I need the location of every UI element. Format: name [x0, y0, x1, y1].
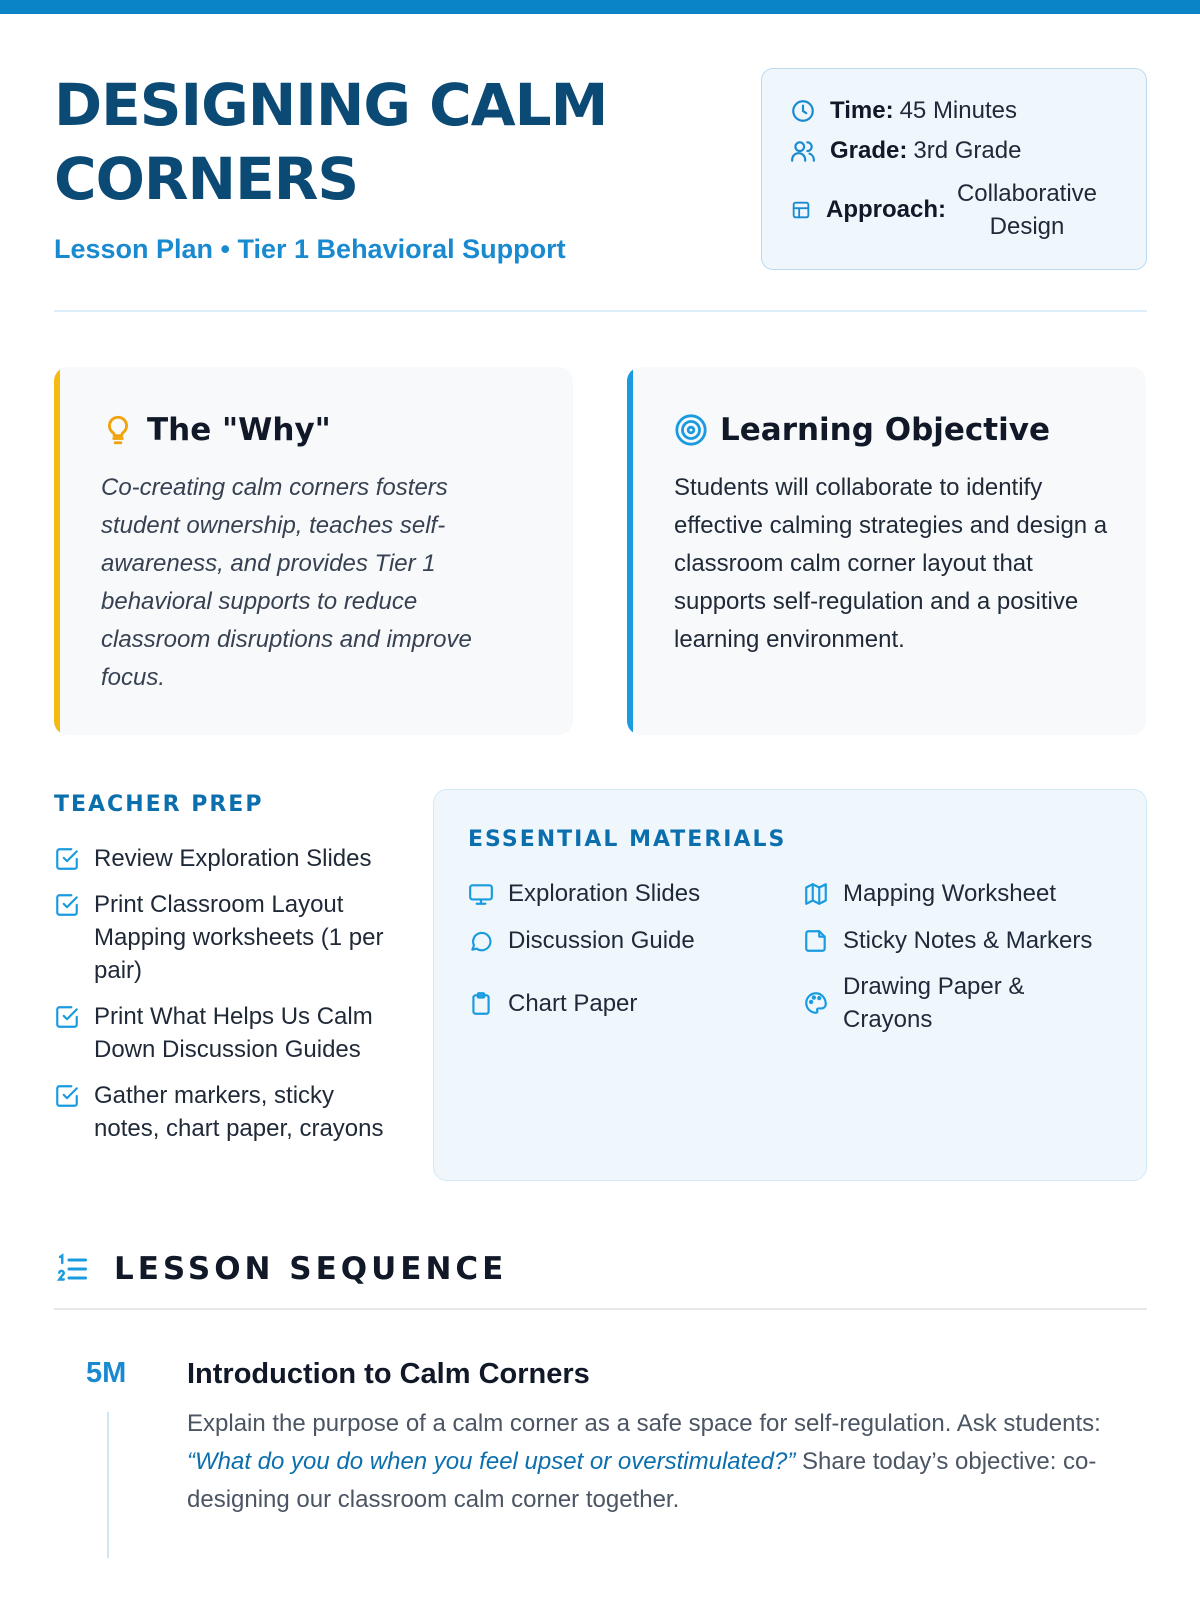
info-grade — [790, 137, 1021, 165]
objective-text: Students will collaborate to identify effective calming strategies and design a classroom calm corner layout that supports self-regulation and a positive learning environment. — [674, 474, 1108, 653]
step-text-after: Share today’s objective: co-designing our classroom calm corner together. — [187, 1448, 1097, 1513]
prep-item — [54, 1000, 394, 1066]
material-item — [803, 877, 1056, 910]
prep-item — [54, 1079, 394, 1145]
map-icon — [803, 881, 829, 907]
teacher-prep-title: TEACHER PREP — [54, 792, 264, 817]
teacher-prep-list — [54, 842, 394, 1158]
info-time — [790, 97, 1017, 125]
chat-bubble-icon — [468, 928, 494, 954]
prep-item — [54, 842, 394, 875]
lesson-sequence-header — [54, 1251, 507, 1287]
material-label: Sticky Notes & Markers — [843, 927, 1093, 954]
target-icon — [674, 413, 708, 447]
material-label: Discussion Guide — [508, 927, 695, 954]
info-grade-label: Grade: — [830, 137, 908, 164]
info-approach-value: Collaborative Design — [956, 180, 1098, 240]
sequence-divider — [54, 1308, 1147, 1310]
material-label: Mapping Worksheet — [843, 880, 1056, 907]
objective-accent-bar — [627, 367, 633, 735]
objective-title: Learning Objective — [720, 412, 1050, 448]
material-item — [468, 877, 700, 910]
prep-item-label: Print What Helps Us Calm Down Discussion Guides — [94, 1003, 373, 1063]
prep-item-label: Print Classroom Layout Mapping worksheets (1 per pair) — [94, 891, 384, 984]
monitor-icon — [468, 881, 494, 907]
checkbox-checked-icon — [54, 892, 80, 918]
why-card — [54, 367, 573, 735]
why-title: The "Why" — [147, 412, 331, 448]
step-quote: “What do you do when you feel upset or overstimulated?” — [187, 1448, 796, 1475]
numbered-list-icon — [54, 1251, 90, 1287]
checkbox-checked-icon — [54, 1004, 80, 1030]
top-accent-bar — [0, 0, 1200, 14]
info-grade-value: 3rd Grade — [913, 137, 1022, 164]
materials-panel — [433, 789, 1147, 1181]
lightbulb-icon — [101, 413, 135, 447]
lesson-info-box — [761, 68, 1147, 270]
why-accent-bar — [54, 367, 60, 735]
material-item — [468, 924, 695, 957]
clock-icon — [790, 98, 816, 124]
layout-icon — [790, 199, 812, 221]
objective-card — [627, 367, 1146, 735]
prep-item-label: Review Exploration Slides — [94, 845, 372, 872]
sticky-note-icon — [803, 928, 829, 954]
step-text-before: Explain the purpose of a calm corner as a safe space for self-regulation. Ask students: — [187, 1410, 1101, 1437]
material-label: Exploration Slides — [508, 880, 701, 907]
material-label: Drawing Paper & Crayons — [843, 973, 1025, 1033]
info-time-label: Time: — [830, 97, 894, 124]
page-title: DESIGNING CALM CORNERS — [54, 71, 608, 213]
info-approach — [790, 177, 1102, 243]
material-item — [468, 987, 637, 1020]
lesson-sequence-title: LESSON SEQUENCE — [114, 1251, 508, 1287]
prep-item — [54, 888, 394, 987]
material-label: Chart Paper — [508, 990, 638, 1017]
material-item — [803, 924, 1092, 957]
prep-item-label: Gather markers, sticky notes, chart paper, crayons — [94, 1082, 384, 1142]
why-text: Co-creating calm corners fosters student ownership, teaches self-awareness, and provides Tier 1 behavioral supports to reduce classroom disruptions and improve focus. — [101, 474, 472, 691]
step-timeline-line — [107, 1412, 109, 1558]
palette-icon — [803, 990, 829, 1016]
step-title: Introduction to Calm Corners — [187, 1358, 590, 1390]
step-description — [187, 1405, 1147, 1519]
info-approach-label: Approach: — [826, 196, 946, 223]
material-item — [803, 970, 1063, 1036]
info-time-value: 45 Minutes — [899, 97, 1017, 124]
materials-title: ESSENTIAL MATERIALS — [468, 827, 787, 852]
users-icon — [790, 138, 816, 164]
clipboard-icon — [468, 991, 494, 1017]
step-duration: 5M — [86, 1357, 127, 1389]
checkbox-checked-icon — [54, 846, 80, 872]
header-divider — [54, 310, 1147, 312]
checkbox-checked-icon — [54, 1083, 80, 1109]
page-subtitle: Lesson Plan • Tier 1 Behavioral Support — [54, 234, 566, 264]
